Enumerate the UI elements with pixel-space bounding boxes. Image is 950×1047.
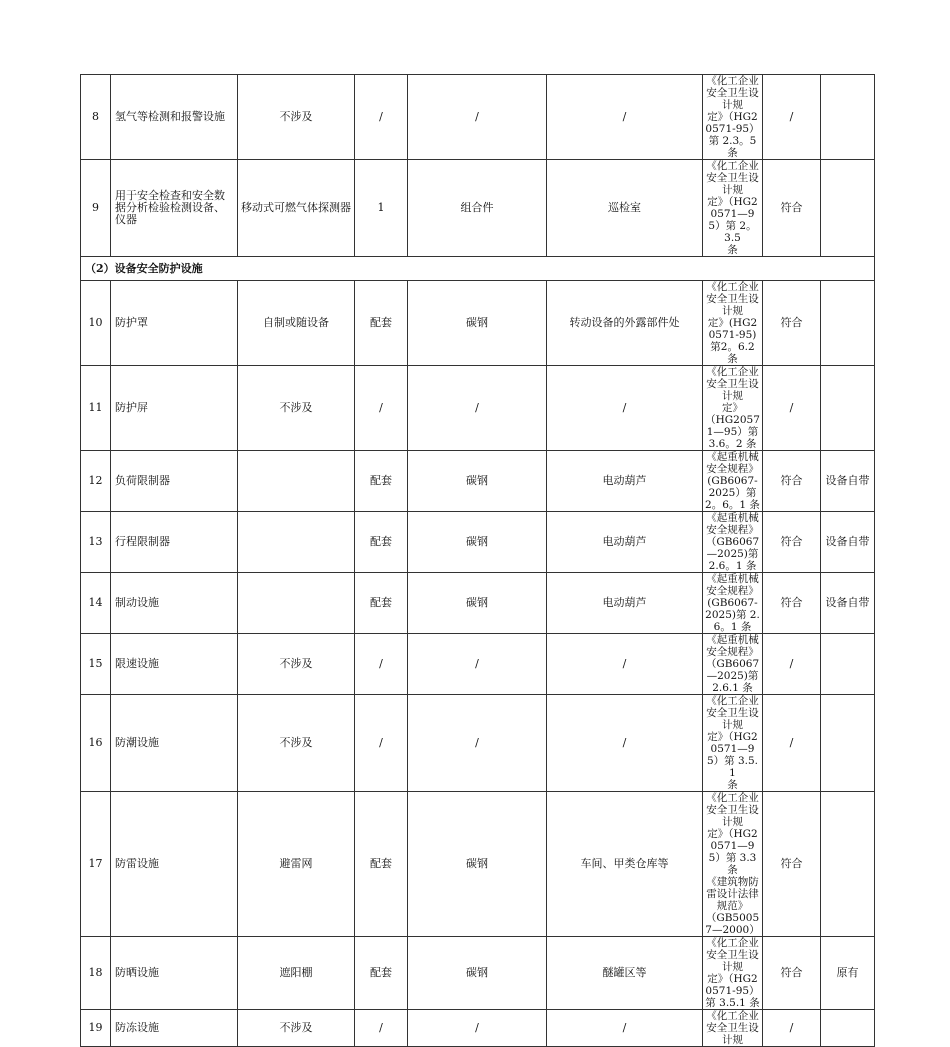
facility-name-cell: 用于安全检查和安全数据分析检验检测设备、仪器 xyxy=(111,160,238,257)
standard-line: 《化工企业安全卫生设计规 xyxy=(706,695,759,731)
standard-cell xyxy=(703,451,763,512)
quantity-cell: / xyxy=(355,695,408,792)
standard-line: 定》(HG20571-95)第2。6.2 条 xyxy=(707,317,758,365)
material-cell: 碳钢 xyxy=(408,937,547,1010)
conformity-cell: 符合 xyxy=(763,451,821,512)
standard-line: 定》（HG20571-95）第 3.5.1 条 xyxy=(705,973,760,1009)
facility-type-cell: 不涉及 xyxy=(238,75,355,160)
standard-line: （GB6067—2025)第 2.6.1 条 xyxy=(705,658,760,694)
facility-name-cell: 制动设施 xyxy=(111,573,238,634)
facility-type-cell xyxy=(238,512,355,573)
quantity-cell: 1 xyxy=(355,160,408,257)
facility-type-cell: 不涉及 xyxy=(238,366,355,451)
row-number-cell: 12 xyxy=(81,451,111,512)
facility-name-cell: 氢气等检测和报警设施 xyxy=(111,75,238,160)
quantity-cell: 配套 xyxy=(355,451,408,512)
facility-name-cell: 防雷设施 xyxy=(111,792,238,937)
quantity-cell: 配套 xyxy=(355,937,408,1010)
standard-cell xyxy=(703,792,763,937)
standard-line: 定》（HG20571—95）第 2。3.5 xyxy=(707,196,758,244)
material-cell: / xyxy=(408,75,547,160)
standard-line: (GB6067-2025）第 2。6。1 条 xyxy=(705,475,760,511)
material-cell: 碳钢 xyxy=(408,512,547,573)
facility-name-cell: 防晒设施 xyxy=(111,937,238,1010)
facility-type-cell: 避雷网 xyxy=(238,792,355,937)
remark-cell xyxy=(821,281,875,366)
remark-cell xyxy=(821,1010,875,1047)
standard-line: (GB6067-2025)第 2.6。1 条 xyxy=(705,597,760,633)
standard-cell xyxy=(703,937,763,1010)
location-cell: 电动葫芦 xyxy=(547,573,703,634)
section-row xyxy=(81,257,875,281)
row-number-cell: 16 xyxy=(81,695,111,792)
facility-name-cell: 负荷限制器 xyxy=(111,451,238,512)
facility-name-cell: 防冻设施 xyxy=(111,1010,238,1047)
material-cell: 碳钢 xyxy=(408,573,547,634)
standard-line: 定》（HG20571-95）第 2.3。5 xyxy=(705,111,760,147)
row-number-cell: 10 xyxy=(81,281,111,366)
location-cell: / xyxy=(547,634,703,695)
table-row xyxy=(81,75,875,160)
table-row xyxy=(81,792,875,937)
standard-line: 《起重机械安全规程》 xyxy=(706,573,759,597)
conformity-cell: / xyxy=(763,634,821,695)
table-row xyxy=(81,695,875,792)
standard-line: 《起重机械安全规程》 xyxy=(706,512,759,536)
standard-line: 《建筑物防雷设计法律规范》 xyxy=(706,876,759,912)
table-row xyxy=(81,1010,875,1047)
row-number-cell: 19 xyxy=(81,1010,111,1047)
material-cell: 组合件 xyxy=(408,160,547,257)
standard-line: 《化工企业安全卫生设计规 xyxy=(706,1010,759,1046)
conformity-cell: 符合 xyxy=(763,792,821,937)
standard-cell xyxy=(703,695,763,792)
table-row xyxy=(81,573,875,634)
row-number-cell: 8 xyxy=(81,75,111,160)
location-cell: / xyxy=(547,75,703,160)
remark-cell xyxy=(821,695,875,792)
standard-line: 《起重机械安全规程》 xyxy=(706,451,759,475)
conformity-cell: 符合 xyxy=(763,512,821,573)
quantity-cell: 配套 xyxy=(355,281,408,366)
location-cell: 转动设备的外露部件处 xyxy=(547,281,703,366)
remark-cell xyxy=(821,634,875,695)
facility-type-cell: 不涉及 xyxy=(238,634,355,695)
location-cell: 车间、甲类仓库等 xyxy=(547,792,703,937)
safety-facilities-table xyxy=(80,74,875,1047)
location-cell: 电动葫芦 xyxy=(547,512,703,573)
standard-cell xyxy=(703,634,763,695)
conformity-cell: 符合 xyxy=(763,281,821,366)
table-row xyxy=(81,451,875,512)
standard-line: 《化工企业安全卫生设计规 xyxy=(706,792,759,828)
standard-cell xyxy=(703,75,763,160)
standard-cell xyxy=(703,281,763,366)
table-row xyxy=(81,937,875,1010)
remark-cell: 设备自带 xyxy=(821,451,875,512)
remark-cell: 设备自带 xyxy=(821,512,875,573)
table-row xyxy=(81,512,875,573)
standard-cell xyxy=(703,160,763,257)
material-cell: 碳钢 xyxy=(408,281,547,366)
quantity-cell: / xyxy=(355,366,408,451)
facility-type-cell: 自制或随设备 xyxy=(238,281,355,366)
facility-name-cell: 限速设施 xyxy=(111,634,238,695)
standard-line: （GB6067—2025)第 2.6。1 条 xyxy=(705,536,760,572)
material-cell: / xyxy=(408,695,547,792)
facility-type-cell xyxy=(238,451,355,512)
facility-type-cell: 移动式可燃气体探测器 xyxy=(238,160,355,257)
facility-name-cell: 行程限制器 xyxy=(111,512,238,573)
table-row xyxy=(81,160,875,257)
conformity-cell: 符合 xyxy=(763,573,821,634)
remark-cell xyxy=(821,792,875,937)
standard-line: （HG20571—95）第 3.6。2 条 xyxy=(705,414,760,450)
section-heading: （2）设备安全防护设施 xyxy=(81,257,875,281)
material-cell: / xyxy=(408,1010,547,1047)
remark-cell xyxy=(821,366,875,451)
facility-name-cell: 防潮设施 xyxy=(111,695,238,792)
location-cell: / xyxy=(547,695,703,792)
row-number-cell: 9 xyxy=(81,160,111,257)
row-number-cell: 13 xyxy=(81,512,111,573)
facility-type-cell: 遮阳棚 xyxy=(238,937,355,1010)
standard-line: （GB50057—2000） xyxy=(705,912,760,936)
standard-cell xyxy=(703,1010,763,1047)
row-number-cell: 11 xyxy=(81,366,111,451)
standard-line: 《化工企业安全卫生设计规 xyxy=(706,75,759,111)
standard-line: 定》（HG20571—95）第 3.3 条 xyxy=(707,828,758,876)
table-row xyxy=(81,281,875,366)
quantity-cell: / xyxy=(355,75,408,160)
standard-line: 定》 xyxy=(722,402,743,414)
material-cell: / xyxy=(408,366,547,451)
row-number-cell: 18 xyxy=(81,937,111,1010)
standard-cell xyxy=(703,573,763,634)
location-cell: 电动葫芦 xyxy=(547,451,703,512)
location-cell: / xyxy=(547,1010,703,1047)
standard-line: 条 xyxy=(727,244,738,256)
remark-cell xyxy=(821,75,875,160)
facility-type-cell: 不涉及 xyxy=(238,695,355,792)
conformity-cell: 符合 xyxy=(763,937,821,1010)
standard-line: 定》（HG20571—95）第 3.5.1 xyxy=(706,731,759,779)
standard-cell xyxy=(703,366,763,451)
material-cell: 碳钢 xyxy=(408,451,547,512)
material-cell: / xyxy=(408,634,547,695)
row-number-cell: 15 xyxy=(81,634,111,695)
facility-name-cell: 防护屏 xyxy=(111,366,238,451)
table-row xyxy=(81,634,875,695)
remark-cell xyxy=(821,160,875,257)
conformity-cell: / xyxy=(763,1010,821,1047)
standard-line: 《化工企业安全卫生设计规 xyxy=(706,160,759,196)
conformity-cell: / xyxy=(763,366,821,451)
row-number-cell: 17 xyxy=(81,792,111,937)
standard-line: 《化工企业安全卫生设计规 xyxy=(706,937,759,973)
quantity-cell: 配套 xyxy=(355,573,408,634)
facility-type-cell: 不涉及 xyxy=(238,1010,355,1047)
table-row xyxy=(81,366,875,451)
remark-cell: 原有 xyxy=(821,937,875,1010)
conformity-cell: / xyxy=(763,695,821,792)
quantity-cell: / xyxy=(355,1010,408,1047)
standard-cell xyxy=(703,512,763,573)
facility-name-cell: 防护罩 xyxy=(111,281,238,366)
standard-line: 条 xyxy=(727,779,738,791)
row-number-cell: 14 xyxy=(81,573,111,634)
location-cell: 巡检室 xyxy=(547,160,703,257)
standard-line: 《起重机械安全规程》 xyxy=(706,634,759,658)
remark-cell: 设备自带 xyxy=(821,573,875,634)
quantity-cell: 配套 xyxy=(355,792,408,937)
quantity-cell: / xyxy=(355,634,408,695)
location-cell: 醚罐区等 xyxy=(547,937,703,1010)
material-cell: 碳钢 xyxy=(408,792,547,937)
standard-line: 《化工企业安全卫生设计规 xyxy=(706,281,759,317)
conformity-cell: 符合 xyxy=(763,160,821,257)
facility-type-cell xyxy=(238,573,355,634)
location-cell: / xyxy=(547,366,703,451)
conformity-cell: / xyxy=(763,75,821,160)
quantity-cell: 配套 xyxy=(355,512,408,573)
standard-line: 《化工企业安全卫生设计规 xyxy=(706,366,759,402)
standard-line: 条 xyxy=(727,147,738,159)
